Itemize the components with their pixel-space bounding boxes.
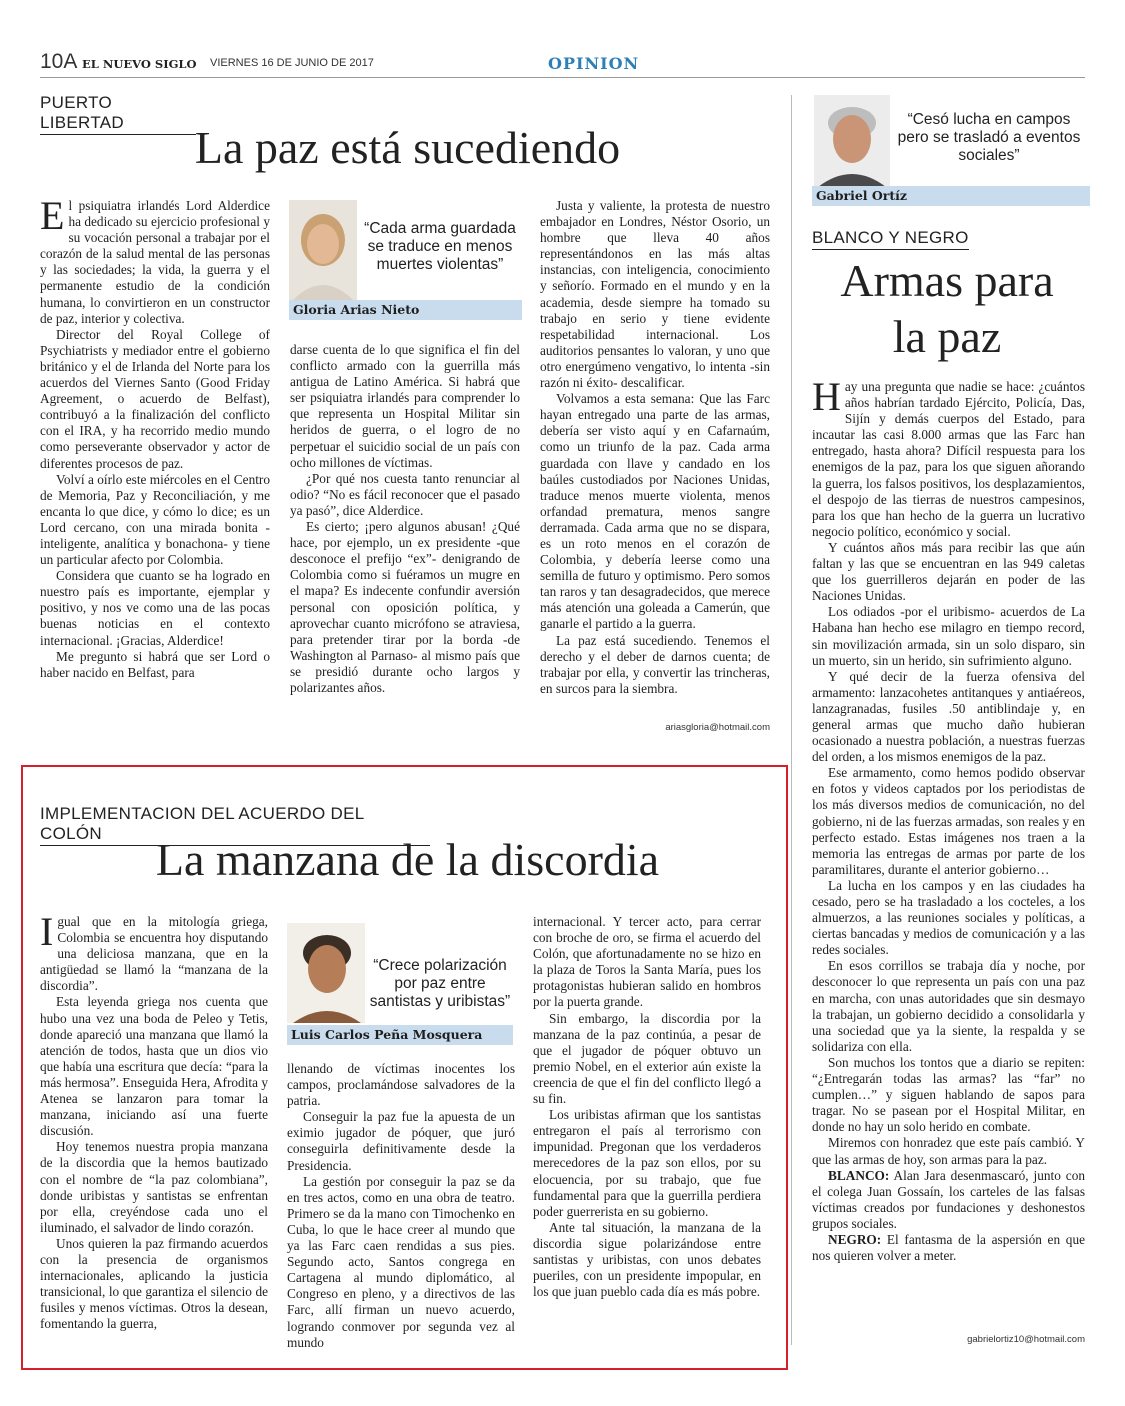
paragraph: Es cierto; ¡pero algunos abusan! ¿Qué hace, por ejemplo, un ex presidente -que desconoce el prefijo “ex”- denigrando de Colombia como si fuéramos un mugre en el mapa? Es indecente confundir aversión personal con oposición política, y aprovechar cuanto micrófono se atraviesa, para pretender tirar por la borda -de Washington al Parnaso- al mismo país que se presidió durante ocho largos y polarizantes años.: [290, 519, 520, 695]
article-kicker: PUERTO LIBERTAD: [40, 93, 196, 135]
paragraph: Los uribistas afirman que los santistas entregaron el país al terrorismo con impunidad. Pregonan que los verdaderos merecedores de la paz son ellos, por su elocuencia, por su trabajo, que fue fundamental para que la guerrilla perdiera poder guerrerista en su gobierno.: [533, 1107, 761, 1219]
author-photo: [814, 95, 890, 187]
pull-quote: “Crece polarización por paz entre santistas y uribistas”: [369, 957, 511, 1010]
article-column-2: [290, 342, 520, 696]
paragraph: La paz está sucediendo. Tenemos el derecho y el deber de darnos cuenta; de trabajar por ella, y convertir las trincheras, en surcos para la siembra.: [540, 632, 770, 696]
negro-text: El fantasma de la aspersión en que nos quieren volver a meter.: [812, 1231, 1086, 1264]
article-column-1: [40, 909, 268, 1332]
paragraph: Justa y valiente, la protesta de nuestro embajador en Londres, Néstor Osorio, un hombre que lleva 40 años representándonos en las más altas instancias, con inteligencia, conocimiento y señorío. Formado en el mundo y en la academia, desde siempre ha tomado su trabajo en serio y tiene evidente respetabilidad internacional. Los auditorios pensantes lo valoran, y uno que otro energúmeno vengativo, lo intenta -sin razón ni éxito- descalificar.: [540, 198, 770, 391]
paragraph: Sin embargo, la discordia por la manzana de la paz continúa, a pesar de que el jugador de póquer obtuvo un premio Nobel, en el exterior aún existe la creencia de que el fin del conflicto llegó a su fin.: [533, 1010, 761, 1107]
blanco-text: Alan Jara desenmascaró, junto con el colega Juan Gossaín, los carteles de las falsas víctimas creados por fundaciones y deshonestos grupos sociales.: [812, 1167, 1086, 1231]
article-column-1: [40, 193, 270, 681]
paragraph: ¿Por qué nos cuesta tanto renunciar al odio? “No es fácil reconocer que el pasado ya pasó”, dice Alderdice.: [290, 470, 520, 518]
paragraph: internacional. Y tercer acto, para cerrar con broche de oro, se firma el acuerdo del Colón, que afortunadamente no se hizo en la plaza de Toros la Santa María, pues los protagonistas hubieran salido en hombros por la puerta grande.: [533, 914, 761, 1010]
paragraph: Conseguir la paz fue la apuesta de un eximio jugador de póquer, que juró conseguirla definitivamente desde la Presidencia.: [287, 1109, 515, 1173]
paragraph: llenando de víctimas inocentes los campos, proclamándose salvadores de la patria.: [287, 1061, 515, 1109]
blanco-paragraph: [812, 1168, 1085, 1232]
section-name: OPINION: [548, 54, 640, 73]
article-column-2: [287, 1061, 515, 1351]
blanco-label: BLANCO:: [828, 1167, 890, 1183]
article-headline: La paz está sucediendo: [194, 122, 621, 173]
paragraph: Son muchos los tontos que a diario se repiten: “¿Entregarán todas las armas? las “far” no cumplen…” y siguen hablando de sapos para tragar. No se pasean por el Hospital Militar, en donde no hay un solo herido en combate.: [812, 1054, 1085, 1135]
author-portrait-icon: [289, 200, 357, 300]
paragraph: Miremos con honradez que este país cambió. Y que las armas de hoy, son armas para la paz.: [812, 1135, 1085, 1167]
paragraph: Hoy tenemos nuestra propia manzana de la discordia que la hemos bautizado con el nombre de “la paz colombiana”, donde uribistas y santistas se enfrentan por ella, creyéndose cada uno el iluminado, el salvador de lindo corazón.: [40, 1139, 268, 1235]
article-headline: La manzana de la discordia: [155, 834, 660, 885]
article-column-3: [540, 198, 770, 697]
paragraph: darse cuenta de lo que significa el fin del conflicto armado con la guerrilla más antigua de Latino América. Si habrá que ser psiquiatra irlandés para comprender lo que representa un Hospital Militar sin heridos de guerra, o el logro de no perpetuar el suicidio social de un país con ocho millones de víctimas.: [290, 342, 520, 470]
article-headline-line-1: Armas para: [840, 255, 1054, 306]
author-photo: [289, 200, 357, 300]
pull-quote: “Cesó lucha en campos pero se trasladó a eventos sociales”: [897, 111, 1081, 164]
paragraph: ay una pregunta que nadie se hace: ¿cuántos años habrían tardado Ejército, Policía, Das, Sijín y demás cuerpos del Estado, para incautar las casi 8.000 armas que las Farc han entregado, hasta ahora? Difícil respuesta para los enemigos de la paz, para los que siguen añorando la guerra, los falsos positivos, los desplazamientos, el despojo de las tierras de nuestros campesinos, para los que han hecho de la guerra un lucrativo negocio político, económico y social.: [812, 379, 1085, 539]
drop-cap: E: [40, 193, 65, 238]
paragraph: Me pregunto si habrá que ser Lord o haber nacido en Belfast, para: [40, 648, 270, 680]
paragraph: Ese armamento, como hemos podido observar en fotos y videos captados por los periodistas de los más diversos medios de comunicación, no del gobierno, ni de las fuerzas armadas, son reales y en perfecto estado. Estas imágenes nos traen a la memoria las entregas de armas por parte de los paramilitares, durante el anterior gobierno…: [812, 765, 1085, 877]
paragraph: gual que en la mitología griega, Colombia se encuentra hoy disputando una deliciosa manzana, que en la antigüedad se llamó la “manzana de la discordia”.: [40, 914, 268, 994]
article-column-3: [533, 914, 761, 1300]
pull-quote: “Cada arma guardada se traduce en menos muertes violentas”: [364, 220, 516, 273]
issue-date: VIERNES 16 DE JUNIO DE 2017: [210, 57, 374, 69]
paragraph: La gestión por conseguir la paz se da en tres actos, como en una obra de teatro. Primero se da la mano con Timochenko en Cuba, lo que le hace creer al mundo que ya las Farc caen rendidas a sus pies. Segundo acto, Santos congrega en Cartagena al mundo diplomático, al Congreso en pleno, y a directivos de las Farc, allí firman un nuevo acuerdo, logrando conmover por segunda vez al mundo: [287, 1173, 515, 1350]
author-email[interactable]: gabrielortiz10@hotmail.com: [967, 1334, 1085, 1345]
paragraph: l psiquiatra irlandés Lord Alderdice ha dedicado su ejercicio profesional y su vocación personal a trabajar por el corazón de la salud mental de las personas y las sociedades; la vida, la guerra y el permanente estudio de la condición humana, lo convirtieron en un constructor de paz, interior y colectiva.: [40, 198, 270, 326]
masthead: [40, 50, 1085, 78]
author-box: [289, 200, 522, 322]
article-kicker: BLANCO Y NEGRO: [812, 228, 969, 250]
paragraph: Los odiados -por el uribismo- acuerdos de La Habana han hecho ese milagro en tiempo record, sin movilización armada, sin un solo disparo, sin un muerto, sin un herido, sin sufrimiento alguno.: [812, 604, 1085, 668]
paragraph: La lucha en los campos y en las ciudades ha cesado, pero se ha trasladado a los cocteles, a los almuerzos, a las reuniones sociales y políticas, a ciertas bancadas y medios de comunicación y a las redes sociales.: [812, 877, 1085, 958]
paragraph: Ante tal situación, la manzana de la discordia sigue polarizándose entre santistas y uribistas, con unos debates pueriles, con un presidente impopular, en los que juan pueblo cada día es más pobre.: [533, 1219, 761, 1300]
drop-cap: H: [812, 374, 841, 419]
paragraph: Considera que cuanto se ha logrado en nuestro país es importante, ejemplar y positivo, y nos ve como una de las pocas buenas noticias en el contexto internacional. ¡Gracias, Alderdice!: [40, 568, 270, 648]
article-kicker: IMPLEMENTACION DEL ACUERDO DEL COLÓN: [40, 804, 430, 846]
author-email[interactable]: ariasgloria@hotmail.com: [665, 722, 770, 733]
paragraph: En esos corrillos se trabaja día y noche, por desconocer lo que representa un país con una paz en marcha, con unas autoridades que sin desmayo la trabajan, un gobierno decidido a consolidarla y una sociedad que ya la siente, la respalda y se solidariza con ella.: [812, 958, 1085, 1054]
author-photo: [287, 923, 365, 1023]
paragraph: Y qué decir de la fuerza ofensiva del armamento: lanzacohetes antitanques y antiaéreos, lanzagranadas, fusiles .50 antiblindaje y, en general armas que mucho daño hubieran ocasionado a nuestra población, a nuestras fuerzas del orden, a los mismos enemigos de la paz.: [812, 668, 1085, 765]
drop-cap: I: [40, 909, 54, 954]
author-name: Gloria Arias Nieto: [289, 300, 522, 320]
author-portrait-icon: [287, 923, 365, 1023]
negro-label: NEGRO:: [828, 1231, 882, 1247]
author-box: [287, 923, 513, 1045]
paragraph: Unos quieren la paz firmando acuerdos con la presencia de organismos internacionales, aplicando la justicia transicional, lo que garantiza el silencio de fusiles y menos víctimas. Otros la desean, fomentando la guerra,: [40, 1235, 268, 1332]
paragraph: Y cuántos años más para recibir las que aún faltan y las que se encuentran en las 949 caletas que los guerrilleros dejarán en poder de las Naciones Unidas.: [812, 539, 1085, 604]
paragraph: Director del Royal College of Psychiatrists y mediador entre el gobierno británico y el de Irlanda del Norte para los acuerdos del Viernes Santo (Good Friday Agreement, o acuerdo de Belfast), contribuyó a la finalización del conflicto con el IRA, y ha recorrido medio mundo como perseverante observador y actor de diferentes procesos de paz.: [40, 326, 270, 471]
paper-name: EL NUEVO SIGLO: [82, 57, 197, 71]
author-box: [812, 95, 1090, 207]
negro-paragraph: [812, 1232, 1085, 1264]
column-divider: [791, 95, 792, 1345]
paragraph: Esta leyenda griega nos cuenta que hubo una vez una boda de Peleo y Tetis, donde apareció una manzana que llamó la atención de todos, hasta que un dios vio que había una escritura que decía: “para la más hermosa”. Enseguida Hera, Afrodita y Atenea se lanzaron para tomar la manzana, iniciando así una fuerte discusión.: [40, 994, 268, 1139]
article-body: [812, 374, 1086, 1264]
article-headline-line-2: la paz: [892, 311, 1002, 362]
author-name: Luis Carlos Peña Mosquera: [287, 1025, 513, 1045]
author-name: Gabriel Ortíz: [812, 186, 1090, 206]
paragraph: Volví a oírlo este miércoles en el Centro de Memoria, Paz y Reconciliación, y me encanta lo que dice, y cómo lo dice; es un Lord cercano, con una mirada bonita -inteligente, analítica y bonachona- y tiene un particular afecto por Colombia.: [40, 471, 270, 568]
author-portrait-icon: [814, 95, 890, 187]
paragraph: Volvamos a esta semana: Que las Farc hayan entregado una parte de las armas, debería ser visto aquí y en Cafarnaúm, como un triunfo de la paz. Cada arma guardada con llave y candado en los baúles custodiados por Naciones Unidas, traduce menos muerte violenta, menos orfandad prematura, menos sangre derramada. Cada arma que no se dispara, es un roto menos en el corazón de Colombia, y debería leerse como una semilla de futuro y optimismo. Pero somos tan raros y tan desagradecidos, que merece más atención una goleada a Camerún, que ganarle el partido a la guerra.: [540, 391, 770, 632]
page-number: 10A: [40, 50, 78, 73]
